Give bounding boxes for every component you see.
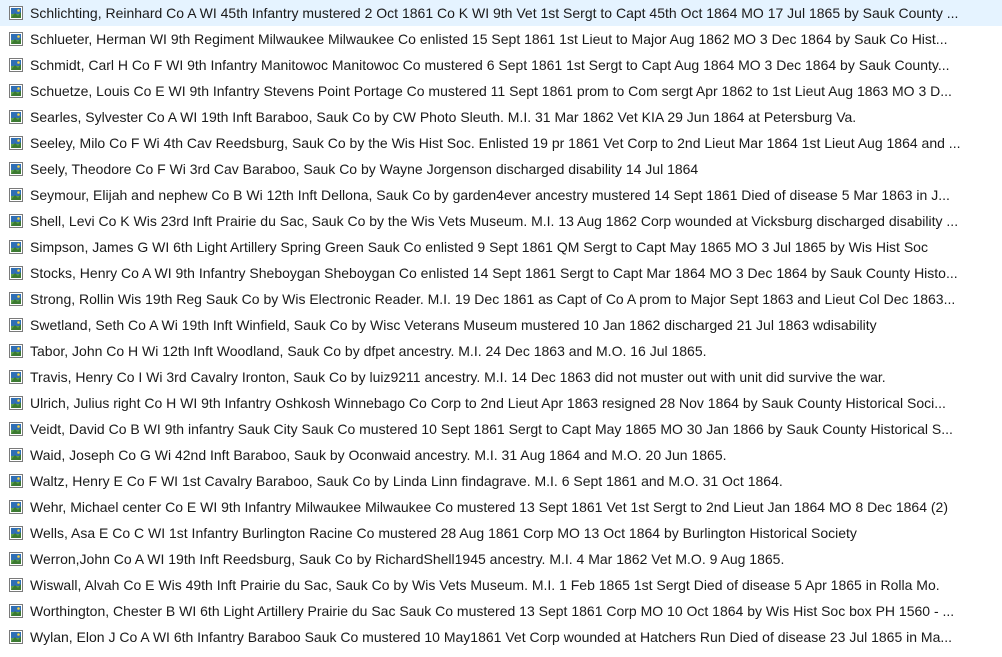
file-list-item[interactable] xyxy=(0,442,1002,468)
image-file-icon xyxy=(8,109,24,125)
image-file-icon xyxy=(8,83,24,99)
file-name: Searles, Sylvester Co A WI 19th Inft Baraboo, Sauk Co by CW Photo Sleuth. M.I. 31 Mar 1862 Vet KIA 29 Jun 1864 at Petersburg Va. xyxy=(30,109,857,125)
file-name: Schuetze, Louis Co E WI 9th Infantry Stevens Point Portage Co mustered 11 Sept 1861 prom to Com sergt Apr 1862 to 1st Lieut Aug 1863 MO 3 D... xyxy=(30,83,952,99)
file-list-item[interactable] xyxy=(0,234,1002,260)
file-name: Seely, Theodore Co F Wi 3rd Cav Baraboo, Sauk Co by Wayne Jorgenson discharged disability 14 Jul 1864 xyxy=(30,161,699,177)
file-name: Ulrich, Julius right Co H WI 9th Infantry Oshkosh Winnebago Co Corp to 2nd Lieut Apr 1863 resigned 28 Nov 1864 by Sauk County Historical Soci... xyxy=(30,395,946,411)
file-list-item[interactable] xyxy=(0,156,1002,182)
file-name: Strong, Rollin Wis 19th Reg Sauk Co by Wis Electronic Reader. M.I. 19 Dec 1861 as Capt of Co A prom to Major Sept 1863 and Lieut Col Dec 1863... xyxy=(30,291,956,307)
file-list-item[interactable] xyxy=(0,130,1002,156)
file-list-item[interactable] xyxy=(0,390,1002,416)
file-list-item[interactable] xyxy=(0,520,1002,546)
file-list-item[interactable] xyxy=(0,208,1002,234)
file-list-item[interactable] xyxy=(0,598,1002,624)
file-name: Schlueter, Herman WI 9th Regiment Milwaukee Milwaukee Co enlisted 15 Sept 1861 1st Lieut to Major Aug 1862 MO 3 Dec 1864 by Sauk Co Hist... xyxy=(30,31,948,47)
image-file-icon xyxy=(8,239,24,255)
image-file-icon xyxy=(8,525,24,541)
file-name: Wylan, Elon J Co A WI 6th Infantry Baraboo Sauk Co mustered 10 May1861 Vet Corp wounded at Hatchers Run Died of disease 23 Jul 1865 in Ma... xyxy=(30,629,953,645)
image-file-icon xyxy=(8,577,24,593)
file-list-item[interactable] xyxy=(0,52,1002,78)
file-list-item[interactable] xyxy=(0,468,1002,494)
file-name: Simpson, James G WI 6th Light Artillery Spring Green Sauk Co enlisted 9 Sept 1861 QM Sergt to Capt May 1865 MO 3 Jul 1865 by Wis Hist Soc xyxy=(30,239,928,255)
file-list-item[interactable] xyxy=(0,104,1002,130)
image-file-icon xyxy=(8,187,24,203)
file-name: Wiswall, Alvah Co E Wis 49th Inft Prairie du Sac, Sauk Co by Wis Vets Museum. M.I. 1 Feb 1865 1st Sergt Died of disease 5 Apr 1865 in Rolla Mo. xyxy=(30,577,940,593)
file-name: Seymour, Elijah and nephew Co B Wi 12th Inft Dellona, Sauk Co by garden4ever ancestry mustered 14 Sept 1861 Died of disease 5 Mar 1863 in J... xyxy=(30,187,950,203)
image-file-icon xyxy=(8,499,24,515)
image-file-icon xyxy=(8,161,24,177)
image-file-icon xyxy=(8,31,24,47)
file-name: Waid, Joseph Co G Wi 42nd Inft Baraboo, Sauk by Oconwaid ancestry. M.I. 31 Aug 1864 and M.O. 20 Jun 1865. xyxy=(30,447,727,463)
image-file-icon xyxy=(8,395,24,411)
file-list-item[interactable] xyxy=(0,26,1002,52)
image-file-icon xyxy=(8,603,24,619)
file-name: Tabor, John Co H Wi 12th Inft Woodland, Sauk Co by dfpet ancestry. M.I. 24 Dec 1863 and M.O. 16 Jul 1865. xyxy=(30,343,707,359)
image-file-icon xyxy=(8,629,24,645)
file-name: Schmidt, Carl H Co F WI 9th Infantry Manitowoc Manitowoc Co mustered 6 Sept 1861 1st Sergt to Capt Aug 1864 MO 3 Dec 1864 by Sauk County... xyxy=(30,57,950,73)
file-list-item[interactable] xyxy=(0,416,1002,442)
file-name: Stocks, Henry Co A WI 9th Infantry Sheboygan Sheboygan Co enlisted 14 Sept 1861 Sergt to Capt Mar 1864 MO 3 Dec 1864 by Sauk County Histo... xyxy=(30,265,958,281)
file-name: Wehr, Michael center Co E WI 9th Infantry Milwaukee Milwaukee Co mustered 13 Sept 1861 Vet 1st Sergt to 2nd Lieut Jan 1864 MO 8 Dec 1864 (2) xyxy=(30,499,948,515)
image-file-icon xyxy=(8,343,24,359)
file-list-item[interactable] xyxy=(0,572,1002,598)
file-name: Waltz, Henry E Co F WI 1st Cavalry Baraboo, Sauk Co by Linda Linn findagrave. M.I. 6 Sept 1861 and M.O. 31 Oct 1864. xyxy=(30,473,783,489)
file-list-item[interactable] xyxy=(0,494,1002,520)
image-file-icon xyxy=(8,369,24,385)
file-name: Seeley, Milo Co F Wi 4th Cav Reedsburg, Sauk Co by the Wis Hist Soc. Enlisted 19 pr 1861 Vet Corp to 2nd Lieut Mar 1864 1st Lieut Aug 1864 and ... xyxy=(30,135,961,151)
file-name: Schlichting, Reinhard Co A WI 45th Infantry mustered 2 Oct 1861 Co K WI 9th Vet 1st Sergt to Capt 45th Oct 1864 MO 17 Jul 1865 by Sauk County ... xyxy=(30,5,959,21)
file-list-item[interactable] xyxy=(0,624,1002,650)
image-file-icon xyxy=(8,317,24,333)
file-list-item[interactable] xyxy=(0,364,1002,390)
image-file-icon xyxy=(8,135,24,151)
file-name: Werron,John Co A WI 19th Inft Reedsburg, Sauk Co by RichardShell1945 ancestry. M.I. 4 Mar 1862 Vet M.O. 9 Aug 1865. xyxy=(30,551,785,567)
file-name: Swetland, Seth Co A Wi 19th Inft Winfield, Sauk Co by Wisc Veterans Museum mustered 10 Jan 1862 discharged 21 Jul 1863 wdisability xyxy=(30,317,877,333)
file-list-item[interactable] xyxy=(0,338,1002,364)
image-file-icon xyxy=(8,473,24,489)
image-file-icon xyxy=(8,57,24,73)
image-file-icon xyxy=(8,551,24,567)
image-file-icon xyxy=(8,5,24,21)
file-list-item[interactable] xyxy=(0,182,1002,208)
file-name: Veidt, David Co B WI 9th infantry Sauk City Sauk Co mustered 10 Sept 1861 Sergt to Capt May 1865 MO 30 Jan 1866 by Sauk County Historical S... xyxy=(30,421,953,437)
file-list-item[interactable] xyxy=(0,312,1002,338)
image-file-icon xyxy=(8,447,24,463)
image-file-icon xyxy=(8,265,24,281)
file-list-item[interactable] xyxy=(0,78,1002,104)
image-file-icon xyxy=(8,421,24,437)
file-name: Travis, Henry Co I Wi 3rd Cavalry Ironton, Sauk Co by luiz9211 ancestry. M.I. 14 Dec 1863 did not muster out with unit did survive the war. xyxy=(30,369,886,385)
image-file-icon xyxy=(8,213,24,229)
file-list-item[interactable] xyxy=(0,286,1002,312)
file-name: Wells, Asa E Co C WI 1st Infantry Burlington Racine Co mustered 28 Aug 1861 Corp MO 13 Oct 1864 by Burlington Historical Society xyxy=(30,525,857,541)
image-file-icon xyxy=(8,291,24,307)
file-list-item[interactable] xyxy=(0,546,1002,572)
file-list-item[interactable] xyxy=(0,0,1002,26)
file-name: Worthington, Chester B WI 6th Light Artillery Prairie du Sac Sauk Co mustered 13 Sept 1861 Corp MO 10 Oct 1864 by Wis Hist Soc box PH 1560 - ... xyxy=(30,603,955,619)
file-name: Shell, Levi Co K Wis 23rd Inft Prairie du Sac, Sauk Co by the Wis Vets Museum. M.I. 13 Aug 1862 Corp wounded at Vicksburg discharged disability ... xyxy=(30,213,959,229)
file-list-item[interactable] xyxy=(0,260,1002,286)
